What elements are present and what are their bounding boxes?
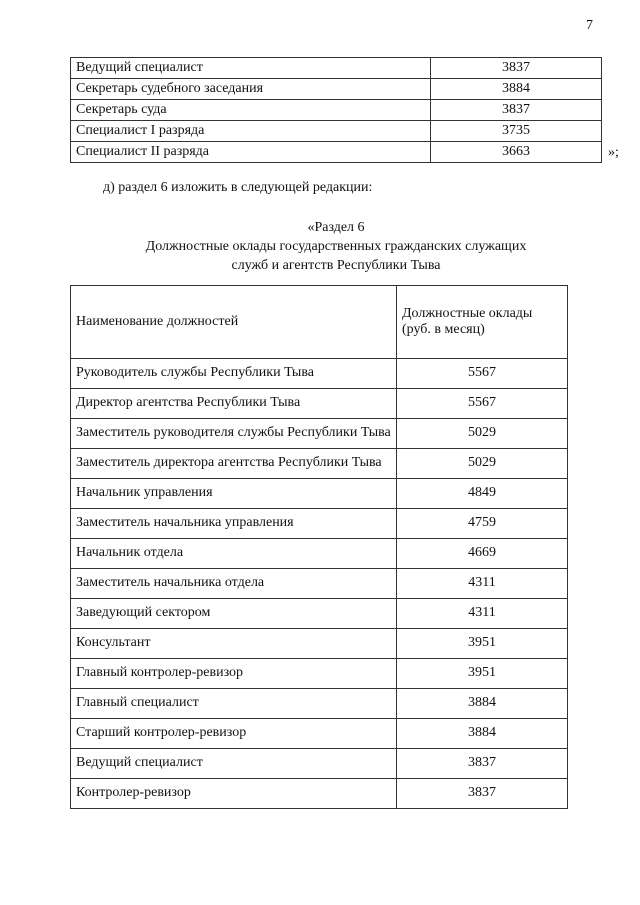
table-row: [71, 779, 568, 809]
salary-cell: 3735: [431, 121, 602, 142]
position-cell: Контролер-ревизор: [71, 779, 397, 809]
position-cell: Руководитель службы Республики Тыва: [71, 359, 397, 389]
position-cell: Ведущий специалист: [71, 58, 431, 79]
position-cell: Начальник управления: [71, 479, 397, 509]
table-row: [71, 629, 568, 659]
table-row: [71, 659, 568, 689]
table-row: [71, 58, 602, 79]
salary-cell: 4849: [397, 479, 568, 509]
salary-cell: 4669: [397, 539, 568, 569]
table-row: [71, 419, 568, 449]
salary-cell: 4311: [397, 569, 568, 599]
table-row: [71, 749, 568, 779]
header-position: Наименование должностей: [71, 286, 397, 359]
table-row: [71, 569, 568, 599]
position-cell: Ведущий специалист: [71, 749, 397, 779]
table-row: [71, 509, 568, 539]
salary-cell: 3837: [431, 100, 602, 121]
salary-cell: 3837: [397, 779, 568, 809]
position-cell: Специалист II разряда: [71, 142, 431, 163]
position-cell: Заместитель директора агентства Республики Тыва: [71, 449, 397, 479]
position-cell: Секретарь судебного заседания: [71, 79, 431, 100]
header-salary: Должностные оклады (руб. в месяц): [397, 286, 568, 359]
salary-table: [70, 285, 568, 809]
salary-cell: 3884: [397, 719, 568, 749]
table-row: [71, 449, 568, 479]
position-cell: Заместитель начальника управления: [71, 509, 397, 539]
position-cell: Главный специалист: [71, 689, 397, 719]
table-row: [71, 359, 568, 389]
section-title: «Раздел 6: [307, 220, 365, 235]
table-row: [71, 599, 568, 629]
salary-cell: 3837: [397, 749, 568, 779]
position-cell: Директор агентства Республики Тыва: [71, 389, 397, 419]
salary-cell: 5567: [397, 359, 568, 389]
table-row: [71, 719, 568, 749]
salary-cell: 3663: [431, 142, 602, 163]
table-row: [71, 479, 568, 509]
page-number: 7: [586, 18, 593, 33]
position-cell: Консультант: [71, 629, 397, 659]
table-row: [71, 389, 568, 419]
salary-cell: 5567: [397, 389, 568, 419]
position-cell: Заместитель начальника отдела: [71, 569, 397, 599]
table-row: [71, 121, 602, 142]
section-subtitle-line2: служб и агентств Республики Тыва: [231, 258, 441, 273]
salary-cell: 5029: [397, 419, 568, 449]
position-cell: Начальник отдела: [71, 539, 397, 569]
table-row: [71, 79, 602, 100]
salary-table-continued: [70, 57, 602, 163]
section-subtitle-line1: Должностные оклады государственных гражданских служащих: [145, 239, 527, 254]
closing-quote: »;: [608, 145, 619, 160]
position-cell: Специалист I разряда: [71, 121, 431, 142]
salary-cell: 3837: [431, 58, 602, 79]
salary-cell: 3884: [397, 689, 568, 719]
section-heading: [70, 218, 602, 275]
salary-cell: 3951: [397, 629, 568, 659]
salary-cell: 3884: [431, 79, 602, 100]
table-row: [71, 689, 568, 719]
position-cell: Старший контролер-ревизор: [71, 719, 397, 749]
position-cell: Заместитель руководителя службы Республики Тыва: [71, 419, 397, 449]
salary-cell: 3951: [397, 659, 568, 689]
salary-cell: 4311: [397, 599, 568, 629]
position-cell: Главный контролер-ревизор: [71, 659, 397, 689]
table-row: [71, 100, 602, 121]
table-row: [71, 142, 602, 163]
table-row: [71, 539, 568, 569]
table-header-row: [71, 286, 568, 359]
salary-cell: 4759: [397, 509, 568, 539]
salary-cell: 5029: [397, 449, 568, 479]
position-cell: Секретарь суда: [71, 100, 431, 121]
amendment-paragraph: д) раздел 6 изложить в следующей редакции:: [103, 180, 373, 195]
position-cell: Заведующий сектором: [71, 599, 397, 629]
